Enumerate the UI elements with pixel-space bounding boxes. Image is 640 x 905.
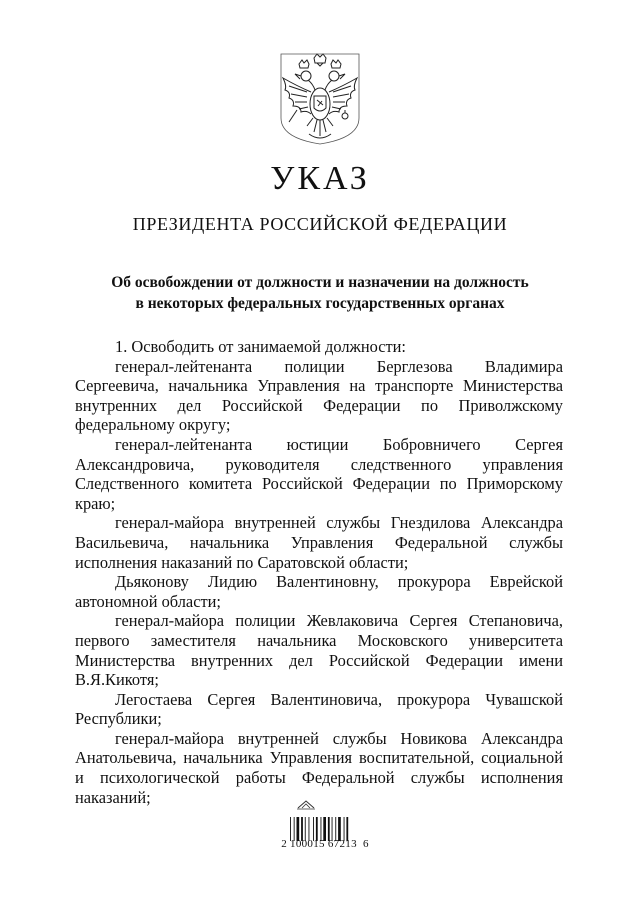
decree-body (75, 337, 563, 807)
decree-heading-line: в некоторых федеральных государственных органах (135, 295, 505, 312)
russian-coat-of-arms-icon (277, 52, 363, 146)
document-title: УКАЗ (270, 160, 370, 197)
decree-heading-line: Об освобождении от должности и назначении на должность (111, 274, 529, 291)
paragraph: генерал-майора полиции Жевлаковича Сергея Степановича, первого заместителя начальника Московского университета Министерства внутренних дел Российской Федерации имени В.Я.Кикотя; (75, 611, 563, 690)
document-subtitle: ПРЕЗИДЕНТА РОССИЙСКОЙ ФЕДЕРАЦИИ (132, 214, 508, 234)
paragraph: Легостаева Сергея Валентиновича, прокурора Чувашской Республики; (75, 689, 563, 729)
paragraph: генерал-майора внутренней службы Новикова Александра Анатольевича, начальника Управления воспитательной, социальной и психологической работы Федеральной службы исполнения наказаний; (75, 728, 563, 807)
stamp-mark-icon (296, 798, 316, 810)
paragraph: генерал-лейтенанта полиции Берглезова Владимира Сергеевича, начальника Управления на транспорте Министерства внутренних дел Российской Федерации по Приволжскому федеральному округу; (75, 356, 563, 435)
paragraph: Дьяконову Лидию Валентиновну, прокурора Еврейской автономной области; (75, 572, 563, 611)
decree-heading (60, 272, 580, 314)
paragraph: 1. Освободить от занимаемой должности: (115, 337, 406, 356)
barcode-number: 2 100015 67213 6 (281, 838, 369, 850)
paragraph: генерал-майора внутренней службы Гнездилова Александра Васильевича, начальника Управления Федеральной службы исполнения наказаний по Саратовской области; (75, 513, 563, 572)
paragraph: генерал-лейтенанта юстиции Бобровничего Сергея Александровича, руководителя следственного управления Следственного комитета Российской Федерации по Приморскому краю; (75, 434, 563, 513)
